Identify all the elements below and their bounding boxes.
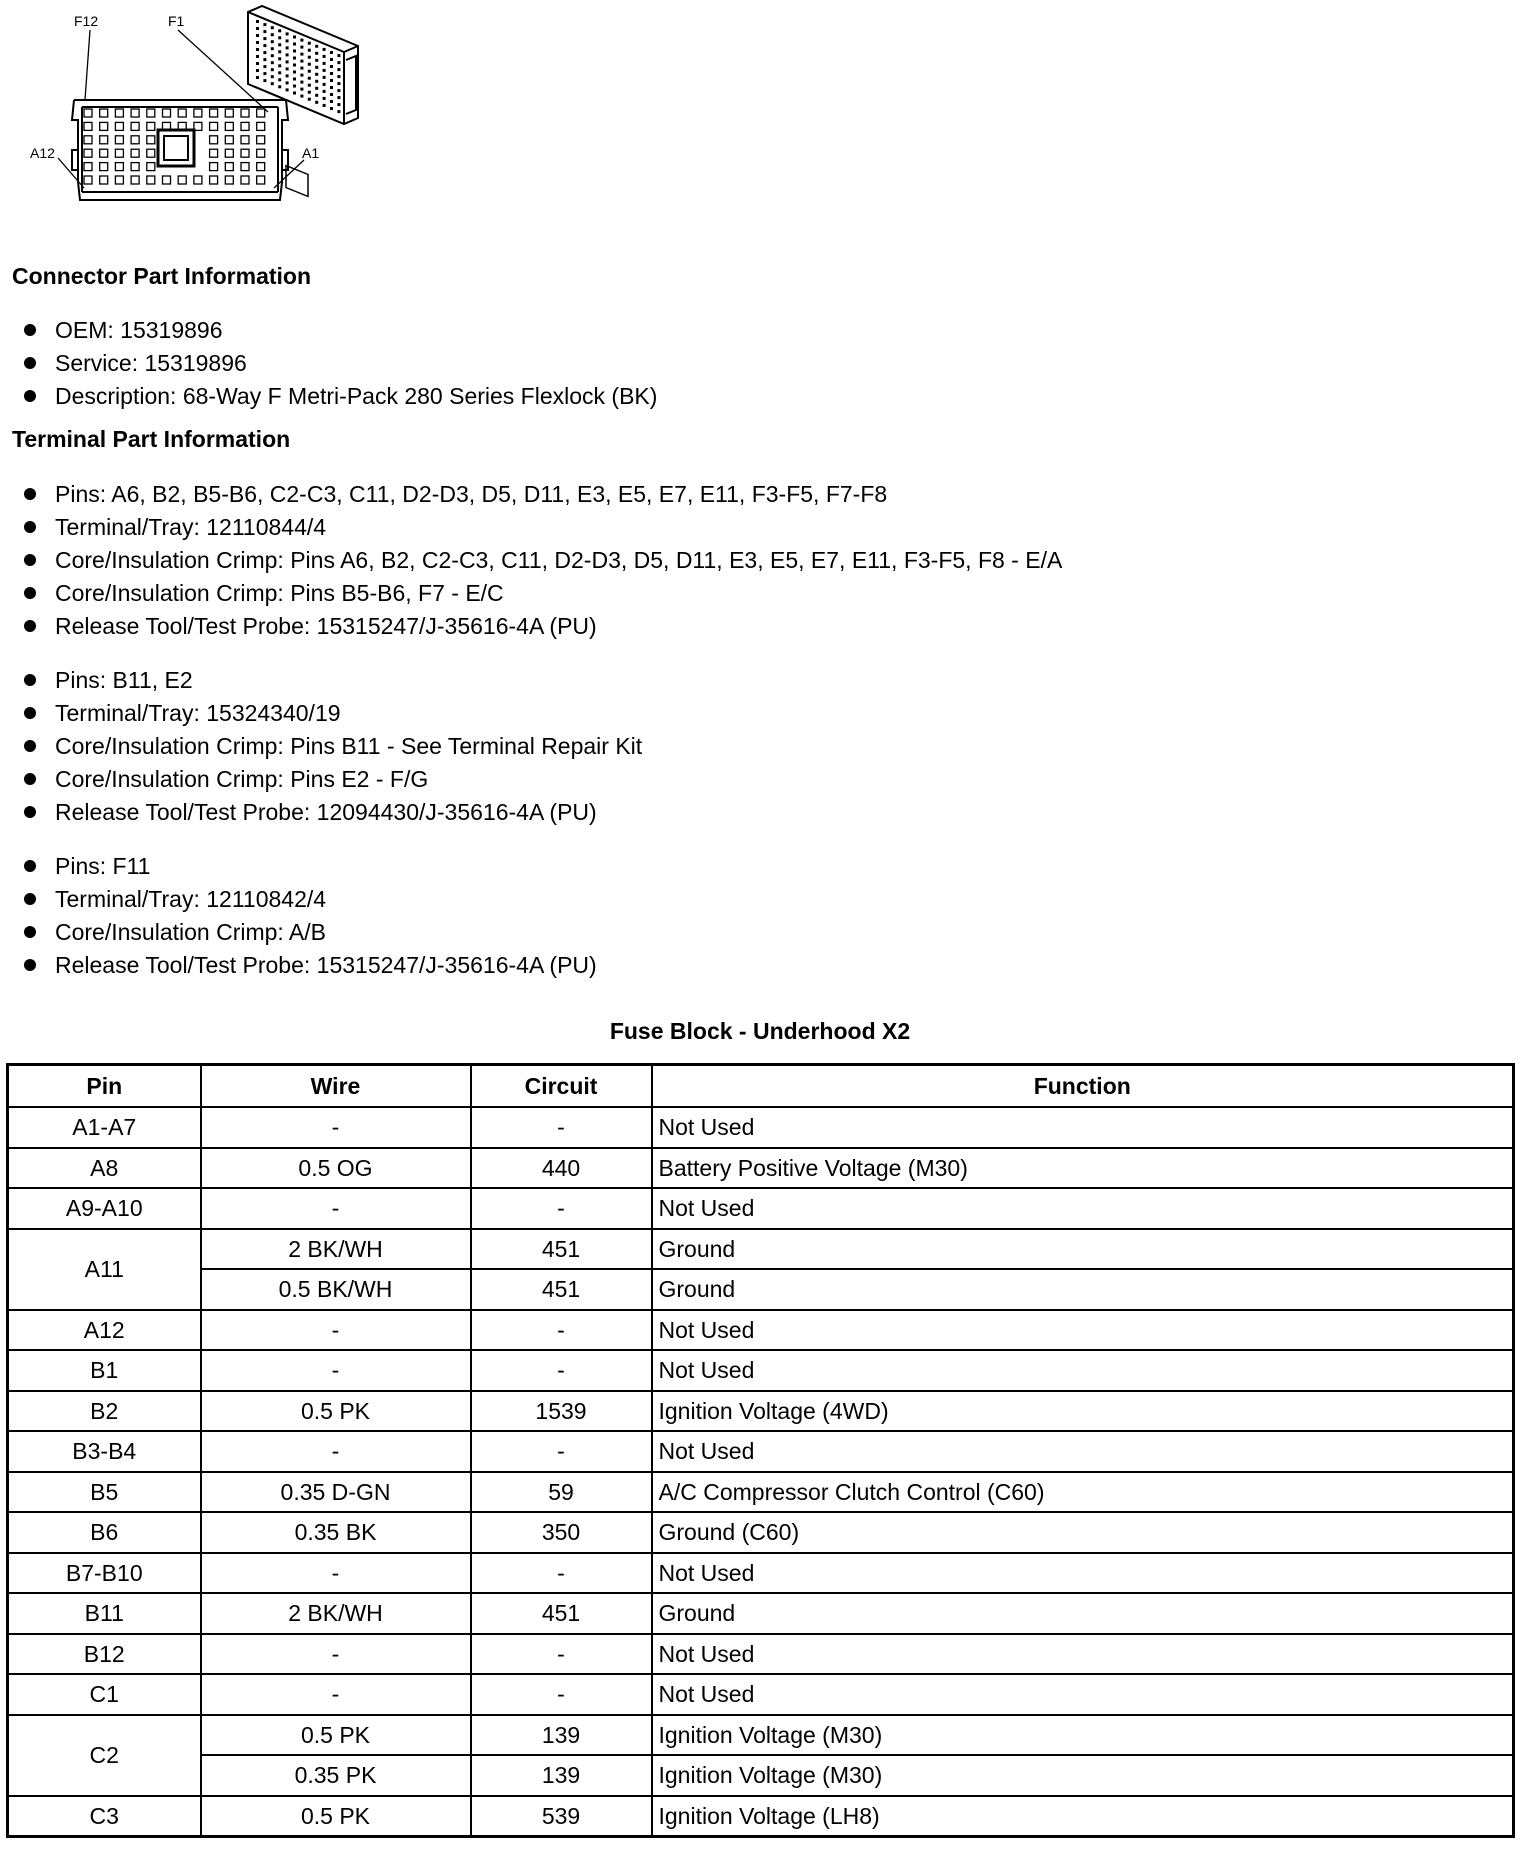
leader-f12 <box>85 30 90 100</box>
table-row <box>8 1107 1514 1148</box>
function-cell: Not Used <box>652 1350 1514 1391</box>
table-row <box>8 1553 1514 1594</box>
pin-cavity-3d <box>323 76 326 79</box>
pin-cavity-3d <box>330 107 333 110</box>
pin-cavity-3d <box>315 80 318 83</box>
list-item: Core/Insulation Crimp: Pins E2 - F/G <box>24 763 642 796</box>
pin-cavity <box>147 136 155 144</box>
pin-cavity <box>257 163 265 171</box>
pin-cavity-3d <box>337 75 340 78</box>
pin-cavity-3d <box>271 75 274 78</box>
wire-cell: 0.5 BK/WH <box>201 1269 471 1310</box>
pin-cavity-3d <box>337 68 340 71</box>
pin-cavity-3d <box>278 64 281 67</box>
pin-cavity-3d <box>337 89 340 92</box>
pin-cavity-3d <box>330 58 333 61</box>
pin-cavity <box>194 176 202 184</box>
pin-cavity <box>100 122 108 130</box>
connector-part-heading: Connector Part Information <box>12 263 312 289</box>
pin-cavity-3d <box>300 88 303 91</box>
wire-cell: - <box>201 1107 471 1148</box>
pin-cavity <box>115 122 123 130</box>
pin-cavity-3d <box>323 48 326 51</box>
pin-cell: B11 <box>8 1593 201 1634</box>
circuit-cell: 451 <box>471 1269 652 1310</box>
function-cell: Ignition Voltage (M30) <box>652 1715 1514 1756</box>
pin-cavity-3d <box>300 46 303 49</box>
pin-cavity <box>131 122 139 130</box>
pin-cavity-3d <box>330 79 333 82</box>
pin-cavity <box>100 109 108 117</box>
header-wire: Wire <box>201 1065 471 1108</box>
pin-cavity <box>84 122 92 130</box>
pin-cavity-3d <box>286 60 289 63</box>
circuit-cell: - <box>471 1188 652 1229</box>
pin-cavity <box>257 149 265 157</box>
pin-cavity-3d <box>315 87 318 90</box>
terminal-group-2 <box>24 664 642 829</box>
pin-cell: B12 <box>8 1634 201 1675</box>
list-item: Terminal/Tray: 12110842/4 <box>24 883 597 916</box>
wire-cell: - <box>201 1674 471 1715</box>
pin-cavity <box>131 109 139 117</box>
header-circuit: Circuit <box>471 1065 652 1108</box>
pin-cavity <box>257 136 265 144</box>
list-item: Release Tool/Test Probe: 15315247/J-35616-4A (PU) <box>24 949 597 982</box>
pin-cavity-3d <box>308 98 311 101</box>
pin-cavity-3d <box>315 59 318 62</box>
pin-cavity-3d <box>315 94 318 97</box>
pin-cavity-3d <box>323 104 326 107</box>
table-row <box>8 1472 1514 1513</box>
table-row <box>8 1512 1514 1553</box>
connector-diagram <box>0 0 400 215</box>
terminal-part-heading: Terminal Part Information <box>12 426 291 452</box>
pin-cavity-3d <box>337 82 340 85</box>
pin-cavity <box>178 176 186 184</box>
table-row <box>8 1674 1514 1715</box>
pin-cavity-3d <box>308 63 311 66</box>
pin-cavity <box>115 163 123 171</box>
pin-cavity-3d <box>337 54 340 57</box>
pin-cavity-3d <box>330 72 333 75</box>
pin-cavity <box>178 109 186 117</box>
wire-cell: 0.35 PK <box>201 1755 471 1796</box>
table-row <box>8 1431 1514 1472</box>
table-row <box>8 1755 1514 1796</box>
function-cell: Ground <box>652 1269 1514 1310</box>
pin-cavity-3d <box>256 27 259 30</box>
pin-cavity <box>210 176 218 184</box>
pin-cavity <box>225 176 233 184</box>
pin-cavity-3d <box>271 68 274 71</box>
list-item: Core/Insulation Crimp: Pins B11 - See Terminal Repair Kit <box>24 730 642 763</box>
function-cell: Ground <box>652 1229 1514 1270</box>
pin-cavity-3d <box>330 65 333 68</box>
pin-cavity-3d <box>256 41 259 44</box>
pin-cavity <box>241 109 249 117</box>
table-row <box>8 1593 1514 1634</box>
pin-cavity <box>225 122 233 130</box>
pin-cavity <box>194 109 202 117</box>
pin-cavity <box>147 109 155 117</box>
pin-cavity <box>131 163 139 171</box>
wire-cell: 0.35 D-GN <box>201 1472 471 1513</box>
pin-cavity-3d <box>308 56 311 59</box>
connector-part-list <box>24 314 657 413</box>
table-row <box>8 1188 1514 1229</box>
pin-cavity <box>147 176 155 184</box>
pin-cavity <box>115 136 123 144</box>
pin-cavity-3d <box>286 32 289 35</box>
function-cell: Not Used <box>652 1634 1514 1675</box>
pin-cavity-3d <box>300 67 303 70</box>
pin-cavity-3d <box>323 69 326 72</box>
function-cell: Not Used <box>652 1188 1514 1229</box>
pin-cavity-3d <box>293 71 296 74</box>
wire-cell: 0.5 PK <box>201 1391 471 1432</box>
list-item: Description: 68-Way F Metri-Pack 280 Series Flexlock (BK) <box>24 380 657 413</box>
pin-cavity <box>163 109 171 117</box>
pin-cell: B2 <box>8 1391 201 1432</box>
pin-cavity-3d <box>286 74 289 77</box>
pin-cavity-3d <box>286 88 289 91</box>
pin-cavity-3d <box>300 39 303 42</box>
pin-cavity-3d <box>323 62 326 65</box>
wire-cell: 0.5 OG <box>201 1148 471 1189</box>
pin-cell: A11 <box>8 1229 201 1310</box>
pin-cavity-3d <box>278 78 281 81</box>
wire-cell: - <box>201 1188 471 1229</box>
pin-cavity-3d <box>278 50 281 53</box>
circuit-cell: 451 <box>471 1229 652 1270</box>
table-row <box>8 1715 1514 1756</box>
pin-cavity-3d <box>271 26 274 29</box>
function-cell: Not Used <box>652 1107 1514 1148</box>
pin-cavity <box>210 122 218 130</box>
pin-cavity-3d <box>286 81 289 84</box>
function-cell: Ground (C60) <box>652 1512 1514 1553</box>
pin-cavity-3d <box>271 33 274 36</box>
wire-cell: - <box>201 1553 471 1594</box>
pin-cavity <box>257 109 265 117</box>
pin-grid <box>84 109 265 184</box>
pin-cavity <box>147 122 155 130</box>
function-cell: Not Used <box>652 1674 1514 1715</box>
terminal-group-1 <box>24 478 1062 643</box>
wire-cell: - <box>201 1350 471 1391</box>
pin-cavity-3d <box>308 84 311 87</box>
wire-cell: 2 BK/WH <box>201 1593 471 1634</box>
function-cell: Ignition Voltage (LH8) <box>652 1796 1514 1837</box>
pin-cavity-3d <box>337 103 340 106</box>
table-row <box>8 1229 1514 1270</box>
wire-cell: 2 BK/WH <box>201 1229 471 1270</box>
pin-cavity-3d <box>293 36 296 39</box>
pin-cavity-3d <box>293 57 296 60</box>
table-row <box>8 1350 1514 1391</box>
function-cell: Not Used <box>652 1310 1514 1351</box>
pin-cell: B1 <box>8 1350 201 1391</box>
list-item: Core/Insulation Crimp: Pins A6, B2, C2-C3, C11, D2-D3, D5, D11, E3, E5, E7, E11, F3-F5, F8 - E/A <box>24 544 1062 577</box>
pin-cell: A8 <box>8 1148 201 1189</box>
pin-cavity <box>131 176 139 184</box>
pin-cavity-3d <box>315 73 318 76</box>
pin-cavity-3d <box>256 48 259 51</box>
table-title: Fuse Block - Underhood X2 <box>609 1018 911 1044</box>
table-row <box>8 1310 1514 1351</box>
circuit-cell: 1539 <box>471 1391 652 1432</box>
pin-cavity <box>225 163 233 171</box>
pin-cavity-3d <box>308 49 311 52</box>
pin-cavity-3d <box>263 23 266 26</box>
circuit-cell: - <box>471 1553 652 1594</box>
circuit-cell: 451 <box>471 1593 652 1634</box>
function-cell: Ignition Voltage (M30) <box>652 1755 1514 1796</box>
pin-cell: B5 <box>8 1472 201 1513</box>
pin-cavity-3d <box>330 51 333 54</box>
pin-cavity <box>84 109 92 117</box>
pin-cavity <box>241 176 249 184</box>
pin-cavity-3d <box>300 60 303 63</box>
pin-cavity-3d <box>263 79 266 82</box>
function-cell: Not Used <box>652 1553 1514 1594</box>
pin-cavity-3d <box>293 78 296 81</box>
pin-cell: C2 <box>8 1715 201 1796</box>
label-f12: F12 <box>74 13 99 29</box>
circuit-cell: 440 <box>471 1148 652 1189</box>
list-item: Release Tool/Test Probe: 12094430/J-35616-4A (PU) <box>24 796 642 829</box>
table-row <box>8 1634 1514 1675</box>
list-item: OEM: 15319896 <box>24 314 657 347</box>
circuit-cell: 139 <box>471 1755 652 1796</box>
pin-cavity-3d <box>271 47 274 50</box>
pin-cavity-3d <box>263 30 266 33</box>
list-item: Pins: B11, E2 <box>24 664 642 697</box>
pin-cavity <box>257 122 265 130</box>
pin-cavity-3d <box>278 57 281 60</box>
table-row <box>8 1269 1514 1310</box>
pin-cavity <box>241 136 249 144</box>
header-pin: Pin <box>8 1065 201 1108</box>
pin-cavity-3d <box>263 72 266 75</box>
header-function: Function <box>652 1065 1514 1108</box>
pin-cavity-3d <box>271 40 274 43</box>
pin-cavity <box>84 176 92 184</box>
pin-cavity-3d <box>330 93 333 96</box>
pin-cavity-3d <box>263 65 266 68</box>
table-row <box>8 1148 1514 1189</box>
pin-cavity-3d <box>315 52 318 55</box>
pin-cavity <box>225 136 233 144</box>
pin-cavity <box>210 136 218 144</box>
pin-cavity-3d <box>286 39 289 42</box>
pin-cavity-3d <box>323 90 326 93</box>
wire-cell: 0.5 PK <box>201 1796 471 1837</box>
pin-cavity-3d <box>308 91 311 94</box>
pin-cavity-3d <box>315 45 318 48</box>
pin-cavity-3d <box>308 42 311 45</box>
pin-cavity-3d <box>263 58 266 61</box>
pin-cavity-3d <box>256 20 259 23</box>
circuit-cell: 539 <box>471 1796 652 1837</box>
circuit-cell: - <box>471 1350 652 1391</box>
wire-cell: 0.35 BK <box>201 1512 471 1553</box>
pin-cell: A9-A10 <box>8 1188 201 1229</box>
function-cell: Battery Positive Voltage (M30) <box>652 1148 1514 1189</box>
wire-cell: 0.5 PK <box>201 1715 471 1756</box>
wire-cell: - <box>201 1310 471 1351</box>
pin-cavity-3d <box>271 61 274 64</box>
label-a1: A1 <box>302 145 320 161</box>
pin-cavity <box>100 149 108 157</box>
pin-cavity <box>115 149 123 157</box>
pin-cell: A1-A7 <box>8 1107 201 1148</box>
list-item: Service: 15319896 <box>24 347 657 380</box>
pin-cavity-3d <box>278 29 281 32</box>
pin-cavity <box>210 109 218 117</box>
pin-cavity-3d <box>293 92 296 95</box>
list-item: Core/Insulation Crimp: A/B <box>24 916 597 949</box>
circuit-cell: 139 <box>471 1715 652 1756</box>
pin-cavity-3d <box>278 43 281 46</box>
list-item: Terminal/Tray: 15324340/19 <box>24 697 642 730</box>
pin-cavity <box>147 149 155 157</box>
pin-cavity-3d <box>278 85 281 88</box>
pin-cavity-3d <box>323 97 326 100</box>
pin-cavity <box>225 109 233 117</box>
pin-cavity <box>131 149 139 157</box>
pin-cavity-3d <box>286 53 289 56</box>
pin-cavity-3d <box>278 71 281 74</box>
list-item: Pins: F11 <box>24 850 597 883</box>
list-item: Terminal/Tray: 12110844/4 <box>24 511 1062 544</box>
pin-cavity-3d <box>263 51 266 54</box>
pin-cavity <box>100 176 108 184</box>
circuit-cell: - <box>471 1107 652 1148</box>
pin-cavity <box>163 176 171 184</box>
wire-cell: - <box>201 1431 471 1472</box>
pin-cavity-3d <box>337 61 340 64</box>
pin-cavity-3d <box>293 64 296 67</box>
pin-cavity <box>147 163 155 171</box>
pin-cavity <box>115 176 123 184</box>
pin-cavity-3d <box>286 67 289 70</box>
connector-body-outline <box>72 100 288 200</box>
terminal-group-3 <box>24 850 597 982</box>
wire-cell: - <box>201 1634 471 1675</box>
function-cell: A/C Compressor Clutch Control (C60) <box>652 1472 1514 1513</box>
pin-cavity-3d <box>308 77 311 80</box>
pin-cavity <box>241 163 249 171</box>
pin-cavity-3d <box>293 43 296 46</box>
pin-cavity-3d <box>256 55 259 58</box>
pin-cavity <box>84 149 92 157</box>
pin-cavity <box>100 136 108 144</box>
pin-cavity <box>115 109 123 117</box>
pin-cavity-3d <box>278 36 281 39</box>
pin-cavity-3d <box>323 55 326 58</box>
pin-cavity-3d <box>263 37 266 40</box>
pin-cavity <box>131 136 139 144</box>
pin-cell: B7-B10 <box>8 1553 201 1594</box>
pin-cavity-3d <box>286 46 289 49</box>
pin-cavity <box>210 149 218 157</box>
pin-cavity-3d <box>300 74 303 77</box>
function-cell: Not Used <box>652 1431 1514 1472</box>
pin-cavity <box>241 122 249 130</box>
pin-cell: A12 <box>8 1310 201 1351</box>
list-item: Pins: A6, B2, B5-B6, C2-C3, C11, D2-D3, D5, D11, E3, E5, E7, E11, F3-F5, F7-F8 <box>24 478 1062 511</box>
list-item: Release Tool/Test Probe: 15315247/J-35616-4A (PU) <box>24 610 1062 643</box>
pin-cavity-3d <box>263 44 266 47</box>
label-a12: A12 <box>30 145 55 161</box>
circuit-cell: 350 <box>471 1512 652 1553</box>
pin-cavity-3d <box>293 85 296 88</box>
pin-cavity <box>257 176 265 184</box>
table-row <box>8 1796 1514 1837</box>
pin-cavity-3d <box>337 96 340 99</box>
pin-cavity <box>210 163 218 171</box>
pin-cavity-3d <box>256 76 259 79</box>
pin-cavity <box>241 149 249 157</box>
pin-cavity <box>225 149 233 157</box>
pin-cavity-3d <box>300 81 303 84</box>
pin-cell: C1 <box>8 1674 201 1715</box>
function-cell: Ignition Voltage (4WD) <box>652 1391 1514 1432</box>
pin-cavity <box>100 163 108 171</box>
circuit-cell: 59 <box>471 1472 652 1513</box>
pin-cavity <box>84 136 92 144</box>
pin-cavity-3d <box>271 54 274 57</box>
pin-cavity-3d <box>256 69 259 72</box>
pin-cavity-3d <box>315 66 318 69</box>
pin-cavity-3d <box>330 100 333 103</box>
pin-cavity <box>84 163 92 171</box>
pin-table <box>6 1063 1515 1838</box>
pin-cavity-3d <box>300 95 303 98</box>
pin-cavity-3d <box>308 70 311 73</box>
list-item: Core/Insulation Crimp: Pins B5-B6, F7 - E/C <box>24 577 1062 610</box>
circuit-cell: - <box>471 1634 652 1675</box>
circuit-cell: - <box>471 1674 652 1715</box>
pin-cavity-3d <box>330 86 333 89</box>
table-row <box>8 1391 1514 1432</box>
pin-cell: B6 <box>8 1512 201 1553</box>
circuit-cell: - <box>471 1310 652 1351</box>
pin-cell: B3-B4 <box>8 1431 201 1472</box>
pin-cavity-3d <box>300 53 303 56</box>
pin-cavity-3d <box>271 82 274 85</box>
pin-cavity-3d <box>337 110 340 113</box>
pin-cell: C3 <box>8 1796 201 1837</box>
pin-cavity-3d <box>315 101 318 104</box>
pin-cavity-3d <box>256 34 259 37</box>
pin-cavity-3d <box>256 62 259 65</box>
pin-cavity-3d <box>293 50 296 53</box>
circuit-cell: - <box>471 1431 652 1472</box>
table-header-row <box>8 1065 1514 1108</box>
function-cell: Ground <box>652 1593 1514 1634</box>
pin-cavity-3d <box>323 83 326 86</box>
label-f1: F1 <box>168 13 185 29</box>
